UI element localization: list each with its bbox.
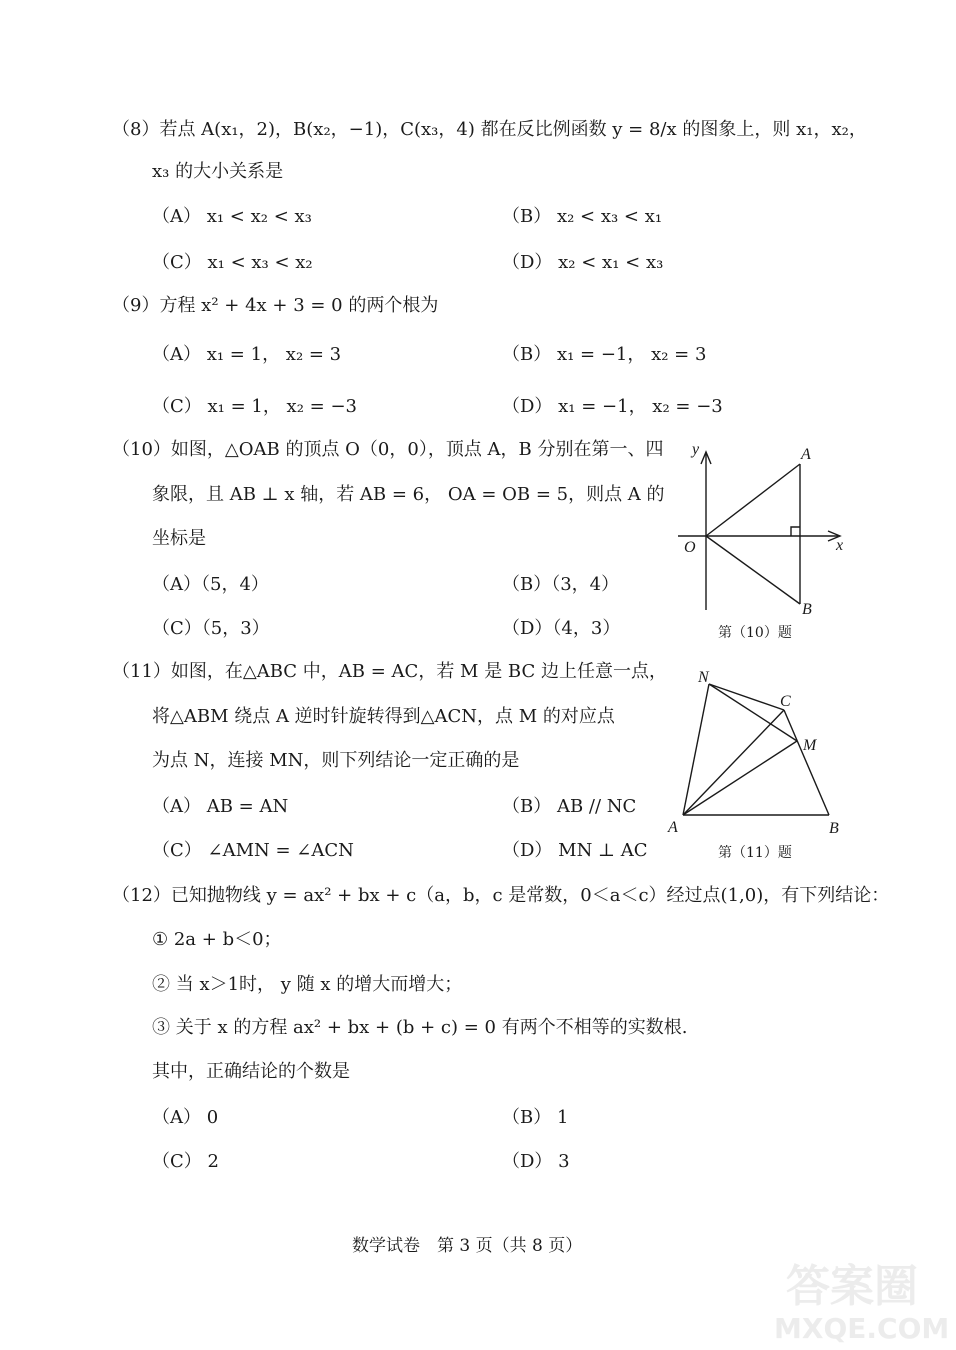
- q11-stem-line1: （11）如图，在△ABC 中，AB = AC，若 M 是 BC 边上任意一点，: [112, 661, 667, 682]
- q10-figure: [670, 432, 860, 622]
- q12-stem: （12）已知抛物线 y = ax² + bx + c（a，b，c 是常数，0＜a＜c）经过点(1,0)，有下列结论：: [112, 885, 890, 906]
- q12-statement-2: ② 当 x＞1时， y 随 x 的增大而增大；: [152, 974, 463, 995]
- q10-label-y: y: [692, 441, 700, 458]
- q12-option-a: （A） 0: [152, 1107, 219, 1128]
- q8-stem-line2: x₃ 的大小关系是: [152, 161, 284, 182]
- q10-label-o: O: [684, 539, 696, 556]
- q9-stem: （9）方程 x² + 4x + 3 = 0 的两个根为: [112, 295, 439, 316]
- q11-segment-an: [683, 684, 709, 815]
- q11-label-a: A: [668, 819, 678, 836]
- q10-option-b: （B）（3，4）: [502, 574, 620, 595]
- q12-option-c: （C） 2: [152, 1151, 219, 1172]
- q11-label-c: C: [780, 693, 791, 710]
- q9-option-c: （C） x₁ = 1， x₂ = −3: [152, 396, 357, 417]
- q12-statement-3: ③ 关于 x 的方程 ax² + bx + (b + c) = 0 有两个不相等的实数根.: [152, 1017, 688, 1038]
- q10-stem-line3: 坐标是: [152, 528, 206, 549]
- q11-segment-nc: [709, 684, 784, 710]
- q9-option-d: （D） x₁ = −1， x₂ = −3: [502, 396, 723, 417]
- q9-option-a: （A） x₁ = 1， x₂ = 3: [152, 344, 342, 365]
- q11-segment-am: [683, 741, 797, 815]
- q8-option-a: （A） x₁ < x₂ < x₃: [152, 206, 312, 227]
- watermark-logo: 答案圈: [786, 1261, 918, 1312]
- q11-stem-line3: 为点 N，连接 MN，则下列结论一定正确的是: [152, 750, 520, 771]
- q12-option-d: （D） 3: [502, 1151, 570, 1172]
- q11-option-b: （B） AB // NC: [502, 796, 637, 817]
- q8-option-b: （B） x₂ < x₃ < x₁: [502, 206, 663, 227]
- q8-option-c: （C） x₁ < x₃ < x₂: [152, 252, 313, 273]
- q11-option-c: （C） ∠AMN = ∠ACN: [152, 840, 354, 861]
- q9-option-b: （B） x₁ = −1， x₂ = 3: [502, 344, 707, 365]
- q11-option-d: （D） MN ⊥ AC: [502, 840, 648, 861]
- q10-segment-ob: [706, 536, 800, 604]
- q11-segment-ac: [683, 710, 784, 815]
- q10-label-b: B: [802, 601, 812, 618]
- q11-caption: 第（11）题: [718, 845, 792, 861]
- q11-option-a: （A） AB = AN: [152, 796, 289, 817]
- page-footer: 数学试卷 第 3 页（共 8 页）: [352, 1236, 583, 1256]
- q12-statement-1: ① 2a + b＜0；: [152, 929, 282, 950]
- q11-label-b: B: [829, 820, 839, 837]
- q11-figure: [660, 664, 860, 844]
- q10-caption: 第（10）题: [718, 625, 792, 641]
- q11-label-n: N: [698, 669, 709, 686]
- q10-segment-oa: [706, 464, 800, 536]
- q10-label-a: A: [801, 446, 811, 463]
- q12-prompt: 其中，正确结论的个数是: [152, 1061, 350, 1082]
- q10-stem-line2: 象限，且 AB ⊥ x 轴，若 AB = 6， OA = OB = 5，则点 A 的: [152, 484, 665, 505]
- q10-option-d: （D）（4，3）: [502, 618, 621, 639]
- q8-stem-line1: （8）若点 A(x₁，2)，B(x₂，−1)，C(x₃，4) 都在反比例函数 y = 8/x 的图象上，则 x₁，x₂，: [112, 119, 867, 140]
- q12-option-b: （B） 1: [502, 1107, 569, 1128]
- q11-segment-cb: [784, 710, 829, 815]
- q10-right-angle-mark: [791, 527, 800, 536]
- watermark-site: MXQE.COM: [774, 1312, 950, 1345]
- q11-label-m: M: [803, 737, 817, 754]
- q10-stem-line1: （10）如图，△OAB 的顶点 O（0，0），顶点 A，B 分别在第一、四: [112, 439, 664, 460]
- q10-option-c: （C）（5，3）: [152, 618, 270, 639]
- q8-option-d: （D） x₂ < x₁ < x₃: [502, 252, 664, 273]
- q10-label-x: x: [836, 537, 844, 554]
- q10-option-a: （A）（5，4）: [152, 574, 269, 595]
- q11-stem-line2: 将△ABM 绕点 A 逆时针旋转得到△ACN，点 M 的对应点: [152, 706, 615, 727]
